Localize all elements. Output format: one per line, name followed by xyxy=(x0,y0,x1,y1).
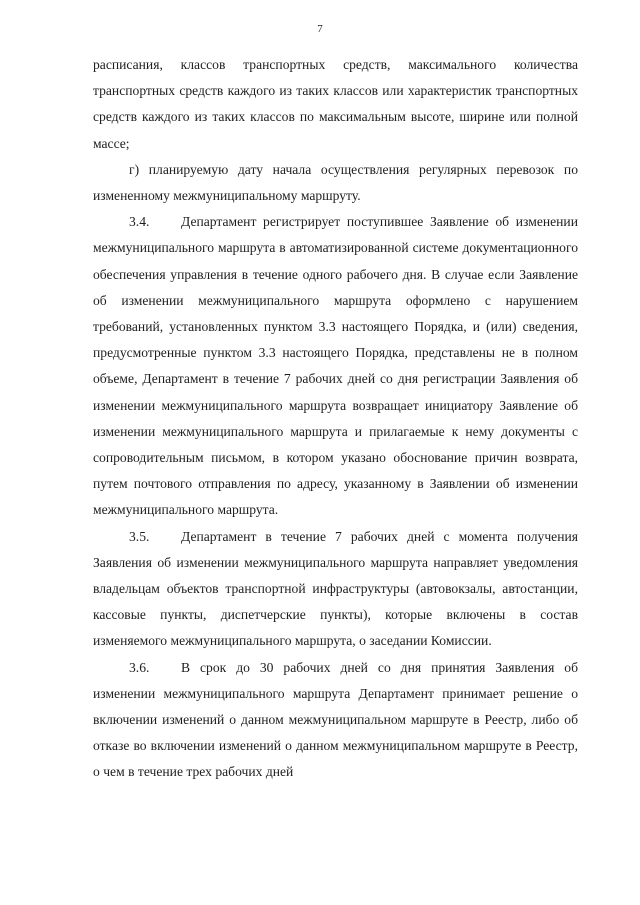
paragraph-text: расписания, классов транспортных средств, максимального количества транспортных средств каждого из таких классов или характеристик транспортных средств каждого из таких классов по максимальным высоте, ширине или полной массе; xyxy=(93,57,578,151)
paragraph-text: В срок до 30 рабочих дней со дня принятия Заявления об изменении межмуниципального маршрута Департамент принимает решение о включении изменений о данном межмуниципальном маршруте в Реестр, либо об отказе во включении изменений о данном межмуниципальном маршруте в Реестр, о чем в течение трех рабочих дней xyxy=(93,659,578,780)
paragraph-clause-3-4 xyxy=(93,209,578,523)
paragraph-clause-3-6 xyxy=(93,655,578,786)
paragraph-continuation xyxy=(93,52,578,157)
clause-number: 3.4. xyxy=(129,214,150,230)
clause-number: 3.6. xyxy=(129,659,150,675)
paragraph-item-g xyxy=(93,157,578,209)
paragraph-clause-3-5 xyxy=(93,524,578,655)
paragraph-text: г) планируемую дату начала осуществления регулярных перевозок по измененному межмуниципальному маршруту. xyxy=(93,161,578,204)
paragraph-text: Департамент в течение 7 рабочих дней с момента получения Заявления об изменении межмуниципального маршрута направляет уведомления владельцам объектов транспортной инфраструктуры (автовокзалы, автостанции, кассовые пункты, диспетчерские пункты), которые включены в состав изменяемого межмуниципального маршрута, о заседании Комиссии. xyxy=(93,528,578,649)
clause-number: 3.5. xyxy=(129,528,150,544)
paragraph-text: Департамент регистрирует поступившее Заявление об изменении межмуниципального маршрута в автоматизированной системе документационного обеспечения управления в течение одного рабочего дня. В случае если Заявление об изменении межмуниципального маршрута оформлено с нарушением требований, установленных пунктом 3.3 настоящего Порядка, и (или) сведения, предусмотренные пунктом 3.3 настоящего Порядка, представлены не в полном объеме, Департамент в течение 7 рабочих дней со дня регистрации Заявления об изменении межмуниципального маршрута возвращает инициатору Заявление об изменении межмуниципального маршрута и прилагаемые к нему документы с сопроводительным письмом, в котором указано обоснование причин возврата, путем почтового отправления по адресу, указанному в Заявлении об изменении межмуниципального маршрута. xyxy=(93,214,578,518)
document-body xyxy=(93,52,578,786)
page-number: 7 xyxy=(317,23,323,35)
